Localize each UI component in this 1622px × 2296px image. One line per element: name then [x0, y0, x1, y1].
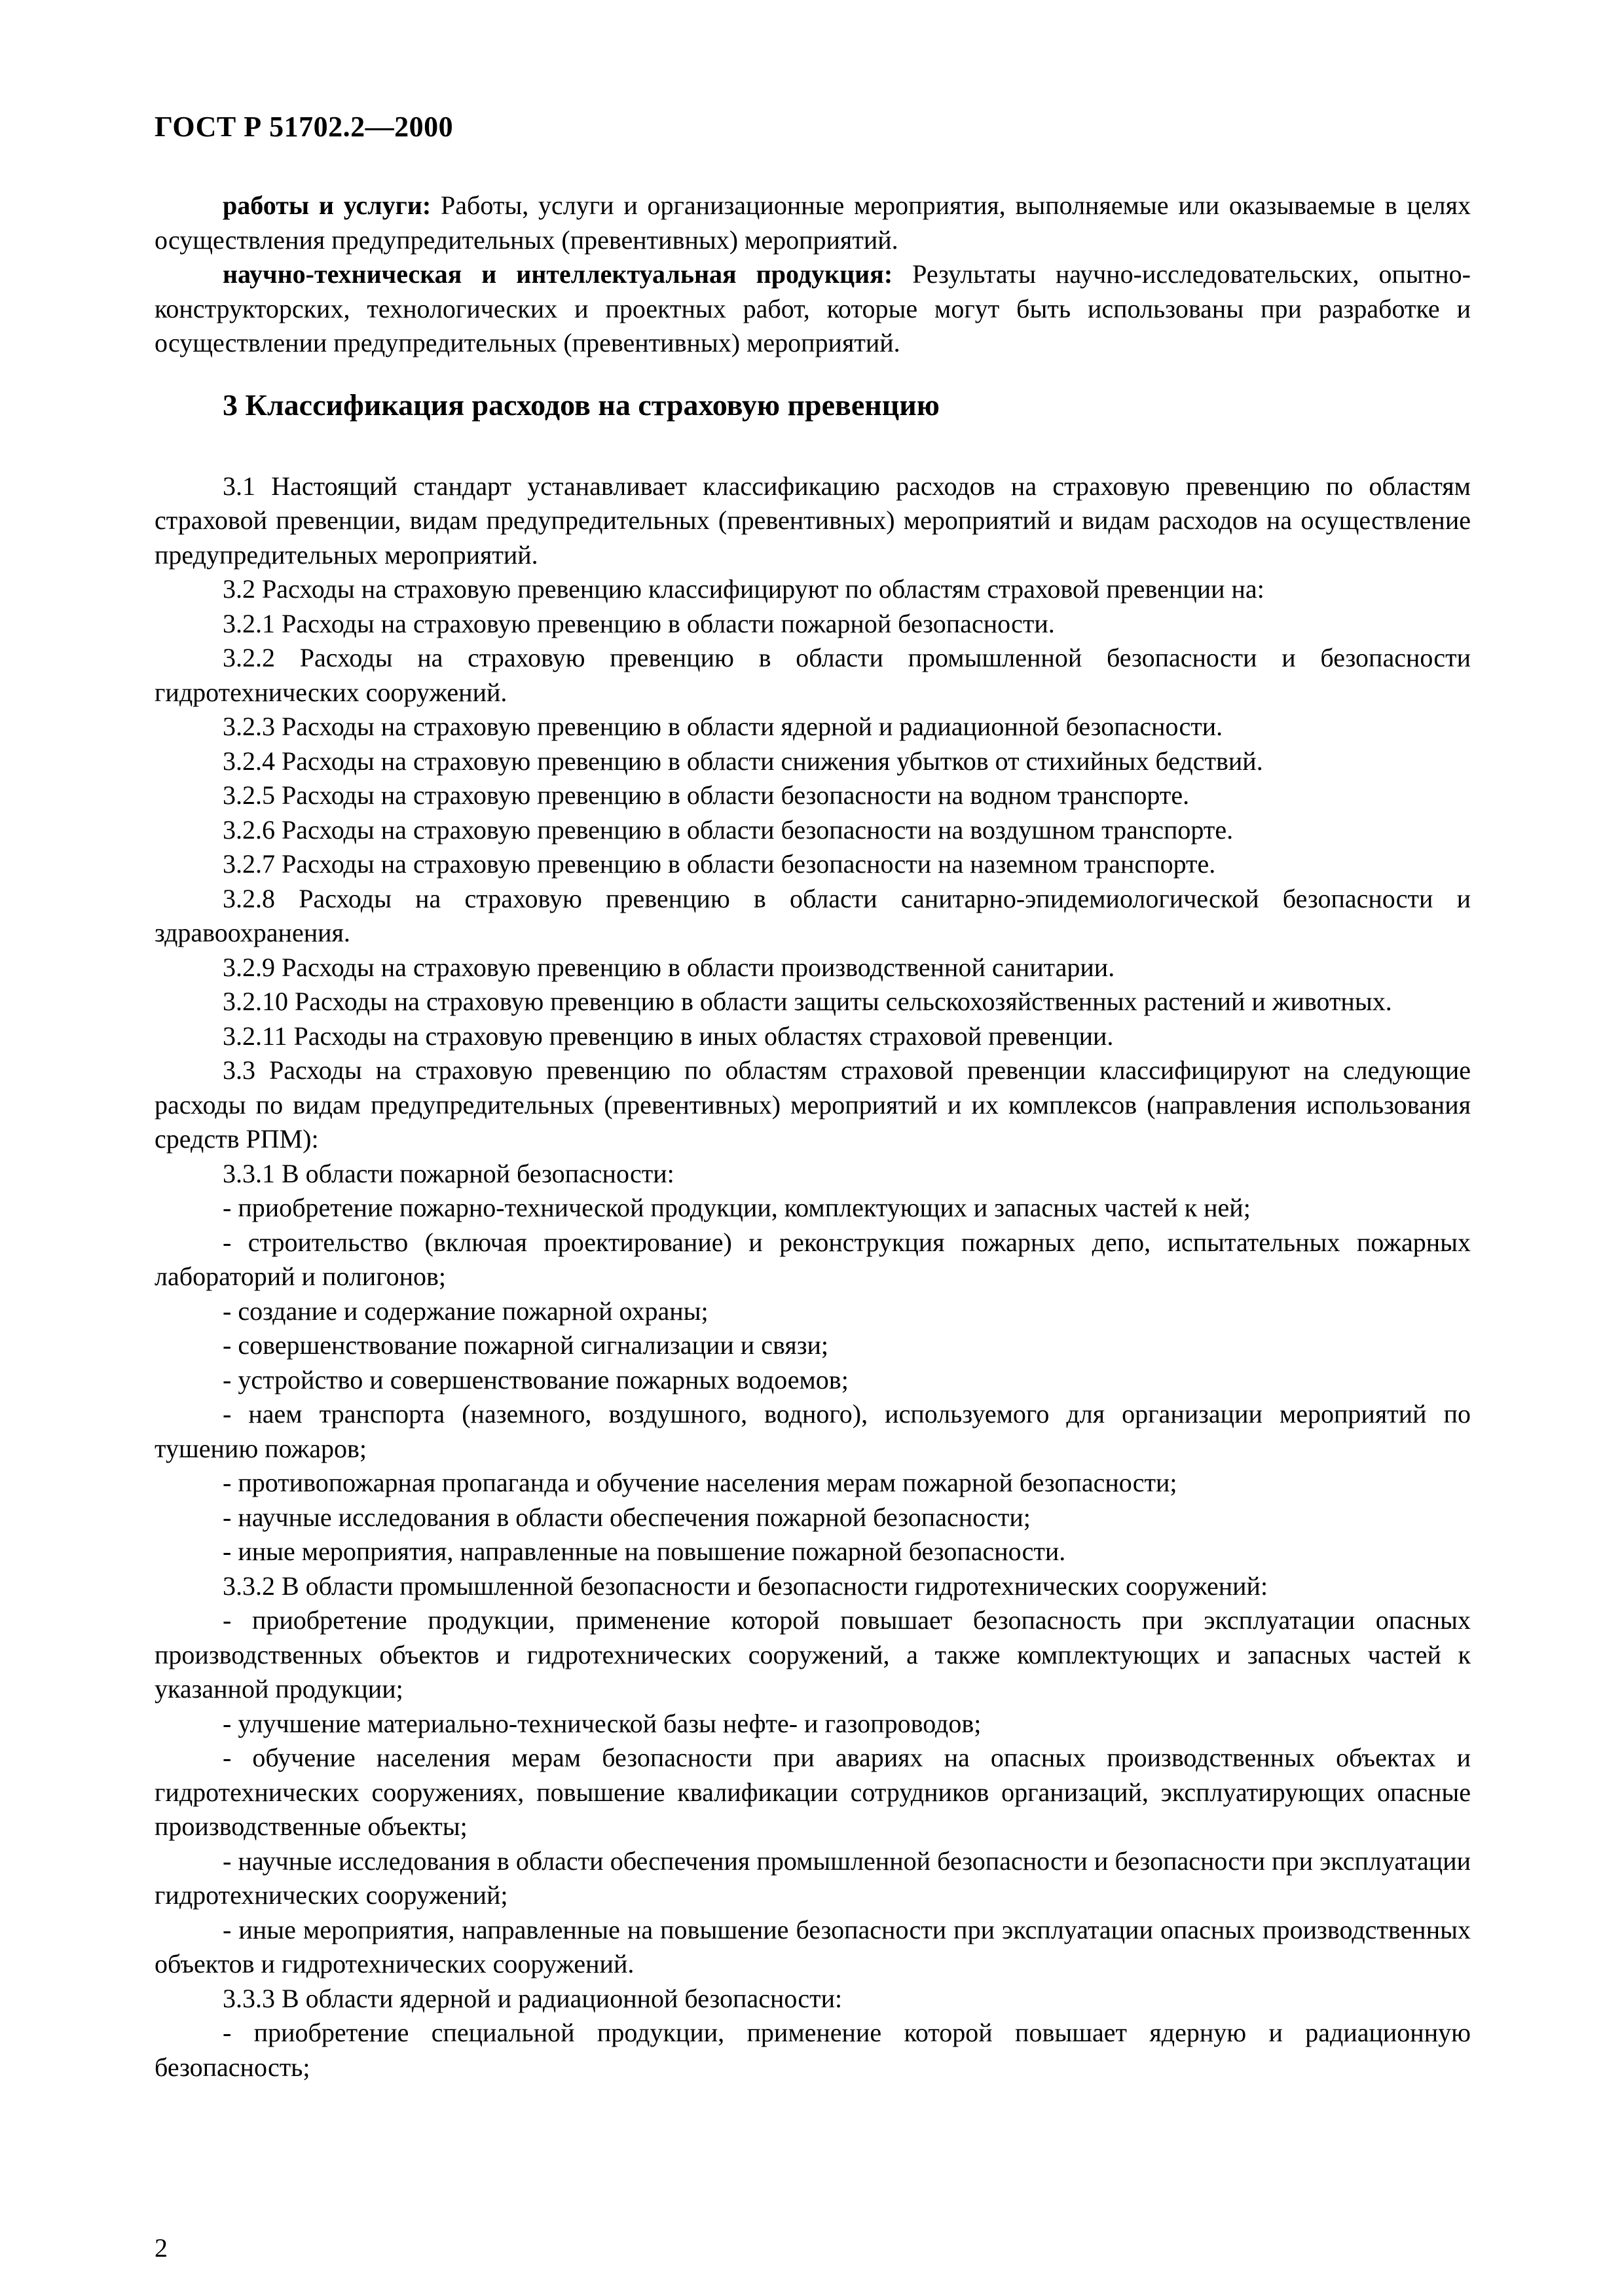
clause-paragraph: 3.3.1 В области пожарной безопасности: [223, 1158, 674, 1188]
definition-text: Результаты научно-исследовательских, опытно-конструкторских, технологических и проектных работ, которые могут быть использованы при разработке и осуществлении предупредительных (превентивных) мероприятий. [155, 259, 1471, 357]
list-item: - научные исследования в области обеспечения пожарной безопасности; [223, 1502, 1031, 1532]
section-heading: 3 Классификация расходов на страховую превенцию [223, 388, 940, 422]
list-item: - иные мероприятия, направленные на повышение безопасности при эксплуатации опасных производственных объектов и гидротехнических сооружений. [155, 1914, 1471, 1978]
clause-paragraph: 3.3.2 В области промышленной безопасности и безопасности гидротехнических сооружений: [223, 1571, 1268, 1601]
clause-paragraph: 3.2.1 Расходы на страховую превенцию в области пожарной безопасности. [223, 608, 1055, 638]
clause-paragraph: 3.2.2 Расходы на страховую превенцию в области промышленной безопасности и безопасности гидротехнических сооружений. [155, 643, 1471, 707]
clause-paragraph: 3.3.3 В области ядерной и радиационной безопасности: [223, 1983, 843, 2013]
definition-term: научно-техническая и интеллектуальная продукция: [223, 259, 893, 289]
list-item: - наем транспорта (наземного, воздушного, водного), используемого для организации мероприятий по тушению пожаров; [155, 1399, 1471, 1463]
definition-term: работы и услуги: [223, 191, 432, 220]
list-item: - иные мероприятия, направленные на повышение пожарной безопасности. [223, 1537, 1066, 1566]
standard-code-header: ГОСТ Р 51702.2—2000 [155, 111, 454, 143]
list-item: - приобретение продукции, применение которой повышает безопасность при эксплуатации опасных производственных объектов и гидротехнических сооружений, а также комплектующих и запасных частей к указанной продукции; [155, 1605, 1471, 1704]
list-item: - противопожарная пропаганда и обучение населения мерам пожарной безопасности; [223, 1468, 1177, 1497]
list-item: - обучение населения мерам безопасности при авариях на опасных производственных объектах и гидротехнических сооружениях, повышение квалификации сотрудников организаций, эксплуатирующих опасные производственные объекты; [155, 1743, 1471, 1841]
list-item: - строительство (включая проектирование) и реконструкция пожарных депо, испытательных пожарных лабораторий и полигонов; [155, 1227, 1471, 1291]
clause-paragraph: 3.2 Расходы на страховую превенцию классифицируют по областям страховой превенции на: [223, 574, 1264, 604]
clause-paragraph: 3.2.5 Расходы на страховую превенцию в области безопасности на водном транспорте. [223, 780, 1190, 810]
list-item: - научные исследования в области обеспечения промышленной безопасности и безопасности при эксплуатации гидротехнических сооружений; [155, 1846, 1471, 1910]
list-item: - совершенствование пожарной сигнализации и связи; [223, 1330, 829, 1360]
clause-paragraph: 3.2.9 Расходы на страховую превенцию в области производственной санитарии. [223, 952, 1115, 982]
list-item: - приобретение пожарно-технической продукции, комплектующих и запасных частей к ней; [223, 1193, 1251, 1222]
clause-paragraph: 3.3 Расходы на страховую превенцию по областям страховой превенции классифицируют на следующие расходы по видам предупредительных (превентивных) мероприятий и их комплексов (направления использования средств РПМ): [155, 1055, 1471, 1154]
clause-paragraph: 3.2.7 Расходы на страховую превенцию в области безопасности на наземном транспорте. [223, 849, 1216, 879]
definition-paragraph [155, 257, 1471, 361]
definition-paragraph [155, 189, 1471, 257]
clause-paragraph: 3.2.8 Расходы на страховую превенцию в области санитарно-эпидемиологической безопасности и здравоохранения. [155, 883, 1471, 947]
page-number: 2 [155, 2233, 168, 2263]
list-item: - устройство и совершенствование пожарных водоемов; [223, 1364, 849, 1394]
clause-paragraph: 3.1 Настоящий стандарт устанавливает классификацию расходов на страховую превенцию по областям страховой превенции, видам предупредительных (превентивных) мероприятий и видам расходов на осуществление предупредительных мероприятий. [155, 471, 1471, 570]
clause-paragraph: 3.2.6 Расходы на страховую превенцию в области безопасности на воздушном транспорте. [223, 814, 1234, 845]
clause-paragraph: 3.2.3 Расходы на страховую превенцию в области ядерной и радиационной безопасности. [223, 712, 1223, 741]
list-item: - приобретение специальной продукции, применение которой повышает ядерную и радиационную безопасность; [155, 2018, 1471, 2082]
clause-paragraph: 3.2.4 Расходы на страховую превенцию в области снижения убытков от стихийных бедствий. [223, 746, 1263, 776]
clause-paragraph: 3.2.10 Расходы на страховую превенцию в области защиты сельскохозяйственных растений и животных. [223, 987, 1392, 1016]
list-item: - создание и содержание пожарной охраны; [223, 1296, 709, 1326]
page-body [155, 189, 1471, 2085]
definition-text: Работы, услуги и организационные мероприятия, выполняемые или оказываемые в целях осуществления предупредительных (превентивных) мероприятий. [155, 191, 1471, 255]
list-item: - улучшение материально-технической базы нефте- и газопроводов; [223, 1708, 982, 1738]
clause-paragraph: 3.2.11 Расходы на страховую превенцию в иных областях страховой превенции. [223, 1021, 1114, 1051]
